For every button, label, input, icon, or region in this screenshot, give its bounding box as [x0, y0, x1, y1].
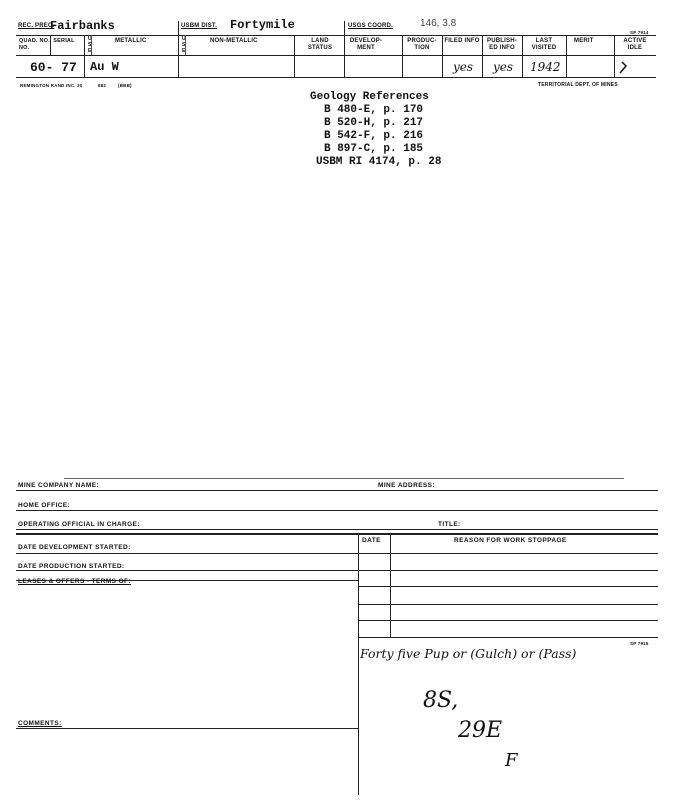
- usgs-coord-label: USGS COORD.: [348, 23, 393, 29]
- form-number: SP 7914: [630, 30, 649, 35]
- reason-column-header: REASON FOR WORK STOPPAGE: [454, 537, 567, 544]
- col-last-visited: LAST VISITED: [531, 38, 557, 51]
- date-column-header: DATE: [362, 537, 381, 544]
- printer-code: 882: [98, 83, 107, 88]
- col-published-info: PUBLISH- ED INFO: [487, 38, 517, 51]
- col-quad-no: QUAD. NO.: [19, 38, 50, 44]
- geology-ref-item: B 897-C, p. 185: [324, 143, 424, 155]
- col-land-status: LAND STATUS: [307, 38, 333, 51]
- last-visited-value: 1942: [530, 60, 561, 74]
- quad-serial-value: 60- 77: [30, 60, 77, 75]
- handwritten-meridian: F: [505, 750, 518, 771]
- geology-ref-item: B 542-F, p. 216: [324, 130, 424, 142]
- col-production: PRODUC- TION: [407, 38, 437, 51]
- home-office-label: HOME OFFICE:: [18, 502, 71, 509]
- geology-references: [310, 91, 441, 169]
- agency-name: TERRITORIAL DEPT. OF MINES: [538, 82, 618, 88]
- mine-company-name-label: MINE COMPANY NAME:: [18, 482, 99, 489]
- usgs-coord-value: 146, 3.8: [420, 18, 457, 29]
- operating-official-label: OPERATING OFFICIAL IN CHARGE:: [18, 521, 140, 528]
- geology-title: Geology References: [310, 91, 429, 103]
- geology-ref-item: B 480-E, p. 170: [324, 104, 424, 116]
- geology-ref-item: B 520-H, p. 217: [324, 117, 424, 129]
- col-active-idle: ACTIVE IDLE: [623, 38, 647, 51]
- printer-imprint: REMINGTON RAND INC. 20: [20, 83, 83, 88]
- col-merit: MERIT: [574, 38, 594, 44]
- title-label: TITLE:: [438, 521, 461, 528]
- rec-prec-value: Fairbanks: [50, 19, 115, 33]
- col-non-metallic: NON-METALLIC: [210, 38, 258, 44]
- col-quad-serial: [19, 38, 85, 52]
- date-production-started-label: DATE PRODUCTION STARTED:: [18, 563, 125, 570]
- active-idle-check-mark: [616, 60, 630, 76]
- handwritten-location-note: Forty five Pup or (Gulch) or (Pass): [360, 646, 577, 661]
- geology-ref-item: USBM RI 4174, p. 28: [316, 156, 442, 168]
- metallic-value: Au W: [90, 60, 119, 74]
- col-metallic-prefix: U S E: [88, 36, 92, 54]
- lower-form-number: SP 7915: [630, 641, 649, 646]
- col-metallic: METALLIC: [115, 38, 147, 44]
- col-serial-no: SERIAL NO.: [19, 38, 75, 51]
- col-filed-info: FILED INFO: [444, 38, 480, 44]
- usbm-dist-label: USBM DIST.: [181, 23, 218, 29]
- rec-prec-label: REC. PREC.: [18, 23, 55, 29]
- handwritten-range: 29E: [458, 718, 503, 743]
- col-development: DEVELOP- MENT: [349, 38, 383, 51]
- comments-label: COMMENTS:: [18, 720, 62, 727]
- printer-code-2: (BBB): [118, 83, 132, 88]
- mine-address-label: MINE ADDRESS:: [378, 482, 435, 489]
- leases-offers-label: LEASES & OFFERS - TERMS OF:: [18, 578, 131, 585]
- handwritten-township: 8S,: [423, 688, 459, 713]
- usbm-dist-value: Fortymile: [230, 18, 295, 32]
- date-development-started-label: DATE DEVELOPMENT STARTED:: [18, 544, 131, 551]
- published-info-value: yes: [493, 60, 514, 74]
- filed-info-value: yes: [453, 60, 474, 74]
- col-non-metallic-prefix: U S E: [182, 36, 186, 54]
